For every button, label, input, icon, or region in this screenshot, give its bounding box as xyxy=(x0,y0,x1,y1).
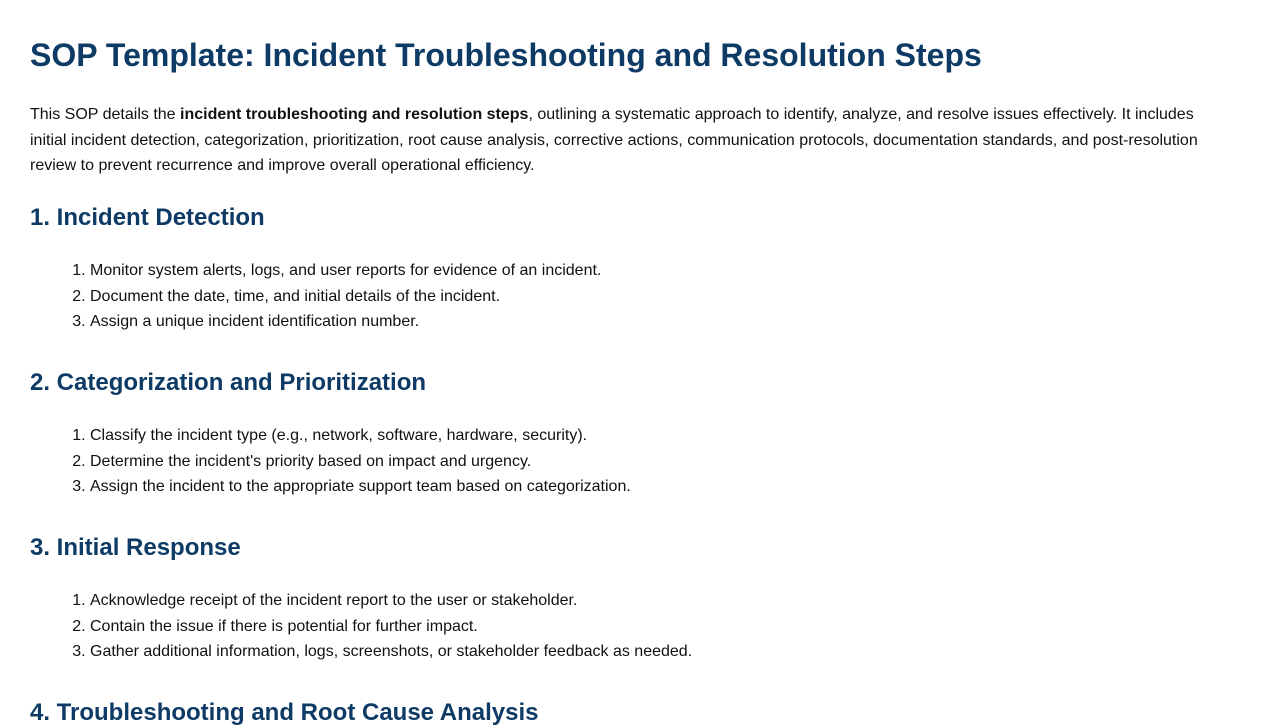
step-item: 1. Monitor system alerts, logs, and user reports for evidence of an incident. xyxy=(90,258,601,284)
section-heading-troubleshooting: 4. Troubleshooting and Root Cause Analysis xyxy=(30,699,539,726)
section-steps-categorization xyxy=(30,423,631,500)
page-title: SOP Template: Incident Troubleshooting and Resolution Steps xyxy=(30,37,982,73)
intro-paragraph xyxy=(30,102,1210,179)
step-item: 3. Assign the incident to the appropriate support team based on categorization. xyxy=(90,474,631,500)
section-heading-initial-response: 3. Initial Response xyxy=(30,534,241,561)
intro-text-bold: incident troubleshooting and resolution steps xyxy=(180,106,529,123)
section-heading-incident-detection: 1. Incident Detection xyxy=(30,204,265,231)
section-steps-initial-response xyxy=(30,588,692,665)
step-item: 1. Classify the incident type (e.g., network, software, hardware, security). xyxy=(90,423,631,449)
section-steps-incident-detection xyxy=(30,258,601,335)
intro-text-start: This SOP details the xyxy=(30,106,180,123)
step-item: 2. Determine the incident's priority based on impact and urgency. xyxy=(90,449,631,475)
intro-text-end: , outlining a systematic approach to identify, analyze, and resolve issues effectively. It includes initial incident detection, categorization, prioritization, root cause analysis, corrective actions, communication protocols, documentation standards, and post-resolution review to prevent recurrence and improve overall operational efficiency. xyxy=(30,106,1198,174)
section-heading-categorization: 2. Categorization and Prioritization xyxy=(30,369,427,396)
step-item: 3. Assign a unique incident identification number. xyxy=(90,309,601,335)
step-item: 2. Document the date, time, and initial details of the incident. xyxy=(90,284,601,310)
step-item: 2. Contain the issue if there is potential for further impact. xyxy=(90,614,692,640)
step-item: 3. Gather additional information, logs, screenshots, or stakeholder feedback as needed. xyxy=(90,639,692,665)
step-item: 1. Acknowledge receipt of the incident report to the user or stakeholder. xyxy=(90,588,692,614)
